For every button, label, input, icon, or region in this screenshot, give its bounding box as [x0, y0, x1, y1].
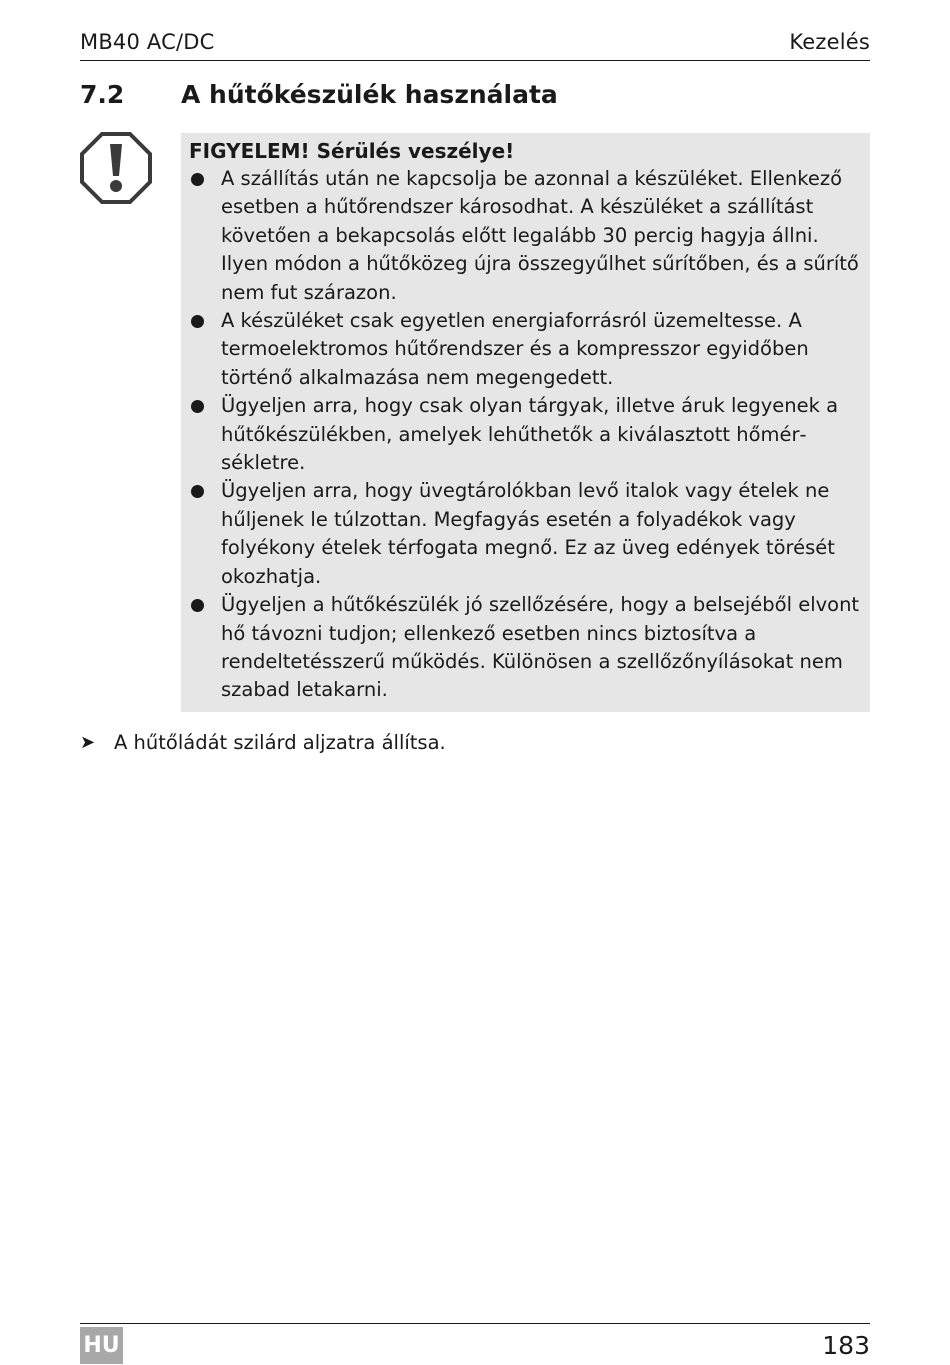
- instruction-step: [80, 728, 870, 758]
- header-product-name: MB40 AC/DC: [80, 30, 215, 54]
- warning-box: [181, 133, 870, 712]
- warning-item-text: Ügyeljen arra, hogy csak olyan tárgyak, illetve áruk legyenek a hűtőkészülékben, amelyek lehűthetők a kiválasztott hőmérsékletre.: [221, 394, 839, 475]
- page-header: [80, 28, 870, 61]
- instruction-text: A hűtőládát szilárd aljzatra állítsa.: [114, 731, 446, 754]
- warning-item-text: A készüléket csak egyetlen energiaforrásról üzemeltesse. A termoelektromos hűtőrendszer és a kompresszor egyidőben történő alkalmazása nem megengedett.: [221, 309, 809, 389]
- arrow-right-icon: ➤: [80, 732, 96, 753]
- warning-list: [181, 165, 870, 705]
- warning-list-item: [181, 591, 870, 705]
- page-number: 183: [822, 1331, 870, 1360]
- language-badge: HU: [80, 1327, 123, 1364]
- section-heading: [80, 78, 870, 112]
- warning-list-item: [181, 307, 870, 392]
- warning-item-text: A szállítás után ne kapcsolja be azonnal a készüléket. Ellenkező esetben a hűtőrendszer károsodhat. A készüléket a szállítást követően a bekapcsolás előtt legalább 30 percig hagyja állni. Ilyen módon a hűtőközeg újra összegyűlhet sűrítőben, és a sűrítő nem fut szárazon.: [221, 167, 859, 304]
- bullet-icon: [191, 485, 204, 498]
- warning-list-item: [181, 477, 870, 591]
- warning-list-item: [181, 165, 870, 307]
- warning-item-text: Ügyeljen arra, hogy üvegtárolókban levő italok vagy ételek ne hűljenek le túlzottan. Megfagyás esetén a folyadékok vagy folyékony ételek térfogata megnő. Ez az üveg edények törését okozhatja.: [221, 479, 835, 588]
- section-number: 7.2: [80, 80, 125, 109]
- warning-item-text: Ügyeljen a hűtőkészülék jó szellőzésére, hogy a belsejéből elvont hő távozni tudjon; ellenkező esetben nincs biztosítva a rendeltetésszerű működés. Különösen a szellőzőnyílásokat nem szabad letakarni.: [221, 593, 860, 702]
- warning-list-item: [181, 392, 870, 477]
- warning-octagon-exclamation-icon: [80, 132, 152, 204]
- bullet-icon: [191, 400, 204, 413]
- bullet-icon: [191, 599, 204, 612]
- header-chapter-name: Kezelés: [789, 30, 870, 54]
- section-title: A hűtőkészülék használata: [181, 80, 558, 109]
- page-footer: [80, 1323, 870, 1364]
- bullet-icon: [191, 315, 204, 328]
- warning-title: FIGYELEM! Sérülés veszélye!: [189, 139, 515, 163]
- bullet-icon: [191, 173, 204, 186]
